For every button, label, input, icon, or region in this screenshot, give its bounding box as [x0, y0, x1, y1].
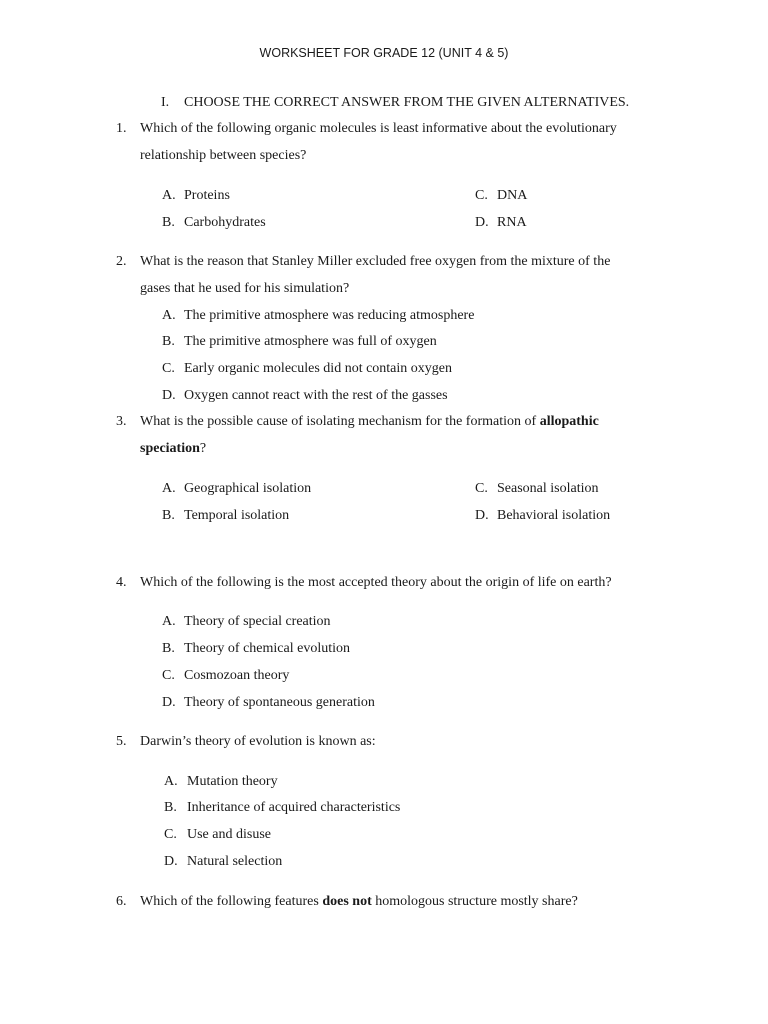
q3-option-b: Temporal isolation — [184, 508, 290, 523]
q4-option-c: Cosmozoan theory — [184, 668, 290, 683]
q1-option-c-letter: C. — [475, 188, 488, 203]
question-2-text: What is the reason that Stanley Miller excluded free oxygen from the mixture of the — [140, 254, 611, 269]
q5-option-c: Use and disuse — [187, 827, 271, 842]
q2-option-a: The primitive atmosphere was reducing atmosphere — [184, 308, 475, 323]
question-3-text — [140, 413, 599, 431]
q3-option-a: Geographical isolation — [184, 481, 312, 496]
q3-option-a-letter: A. — [162, 481, 176, 496]
question-2-number: 2. — [116, 254, 127, 269]
q3-option-c: Seasonal isolation — [497, 481, 599, 496]
question-2-text-cont: gases that he used for his simulation? — [140, 281, 350, 296]
q1-option-b: Carbohydrates — [184, 215, 266, 230]
q3-option-c-letter: C. — [475, 481, 488, 496]
q4-option-b-letter: B. — [162, 641, 175, 656]
q5-option-a: Mutation theory — [187, 774, 278, 789]
q2-option-d: Oxygen cannot react with the rest of the gasses — [184, 388, 448, 403]
question-1-number: 1. — [116, 121, 127, 136]
question-5-number: 5. — [116, 734, 127, 749]
question-3-bold-term-cont: speciation — [140, 441, 200, 456]
q4-option-c-letter: C. — [162, 668, 175, 683]
q4-option-a: Theory of special creation — [184, 614, 331, 629]
worksheet-title: WORKSHEET FOR GRADE 12 (UNIT 4 & 5) — [259, 46, 509, 60]
q1-option-d: RNA — [497, 215, 527, 230]
q2-option-c-letter: C. — [162, 361, 175, 376]
q5-option-c-letter: C. — [164, 827, 177, 842]
question-1-text-cont: relationship between species? — [140, 148, 307, 163]
q2-option-b: The primitive atmosphere was full of oxygen — [184, 334, 437, 349]
q3-option-d-letter: D. — [475, 508, 489, 523]
q5-option-d: Natural selection — [187, 854, 283, 869]
question-6-text — [140, 893, 578, 911]
question-4-number: 4. — [116, 575, 127, 590]
q2-option-d-letter: D. — [162, 388, 176, 403]
question-6-number: 6. — [116, 894, 127, 909]
q2-option-b-letter: B. — [162, 334, 175, 349]
q2-option-c: Early organic molecules did not contain oxygen — [184, 361, 453, 376]
q1-option-a: Proteins — [184, 188, 230, 203]
q1-option-d-letter: D. — [475, 215, 489, 230]
question-6-text-plain: Which of the following features — [140, 894, 323, 909]
q5-option-b: Inheritance of acquired characteristics — [187, 800, 401, 815]
q3-option-d: Behavioral isolation — [497, 508, 611, 523]
q4-option-a-letter: A. — [162, 614, 176, 629]
question-6-text-end: homologous structure mostly share? — [371, 894, 578, 909]
question-3-question-mark: ? — [199, 441, 207, 456]
q1-option-c: DNA — [497, 188, 528, 203]
q5-option-a-letter: A. — [164, 774, 178, 789]
question-1-text: Which of the following organic molecules is least informative about the evolutionary — [140, 121, 617, 136]
q3-option-b-letter: B. — [162, 508, 175, 523]
question-5-text: Darwin’s theory of evolution is known as: — [140, 734, 376, 749]
question-3-text-cont — [140, 440, 206, 458]
q1-option-b-letter: B. — [162, 215, 175, 230]
q4-option-d: Theory of spontaneous generation — [184, 695, 375, 710]
q4-option-b: Theory of chemical evolution — [184, 641, 350, 656]
section-heading: CHOOSE THE CORRECT ANSWER FROM THE GIVEN ALTERNATIVES. — [184, 95, 630, 110]
q1-option-a-letter: A. — [162, 188, 176, 203]
q5-option-d-letter: D. — [164, 854, 178, 869]
question-3-text-plain: What is the possible cause of isolating mechanism for the formation of — [140, 414, 540, 429]
section-numeral: I. — [161, 95, 170, 110]
q2-option-a-letter: A. — [162, 308, 176, 323]
question-3-number: 3. — [116, 414, 127, 429]
question-6-bold-term: does not — [322, 894, 372, 909]
q5-option-b-letter: B. — [164, 800, 177, 815]
question-3-bold-term: allopathic — [539, 414, 599, 429]
q4-option-d-letter: D. — [162, 695, 176, 710]
question-4-text: Which of the following is the most accepted theory about the origin of life on earth? — [140, 575, 612, 590]
